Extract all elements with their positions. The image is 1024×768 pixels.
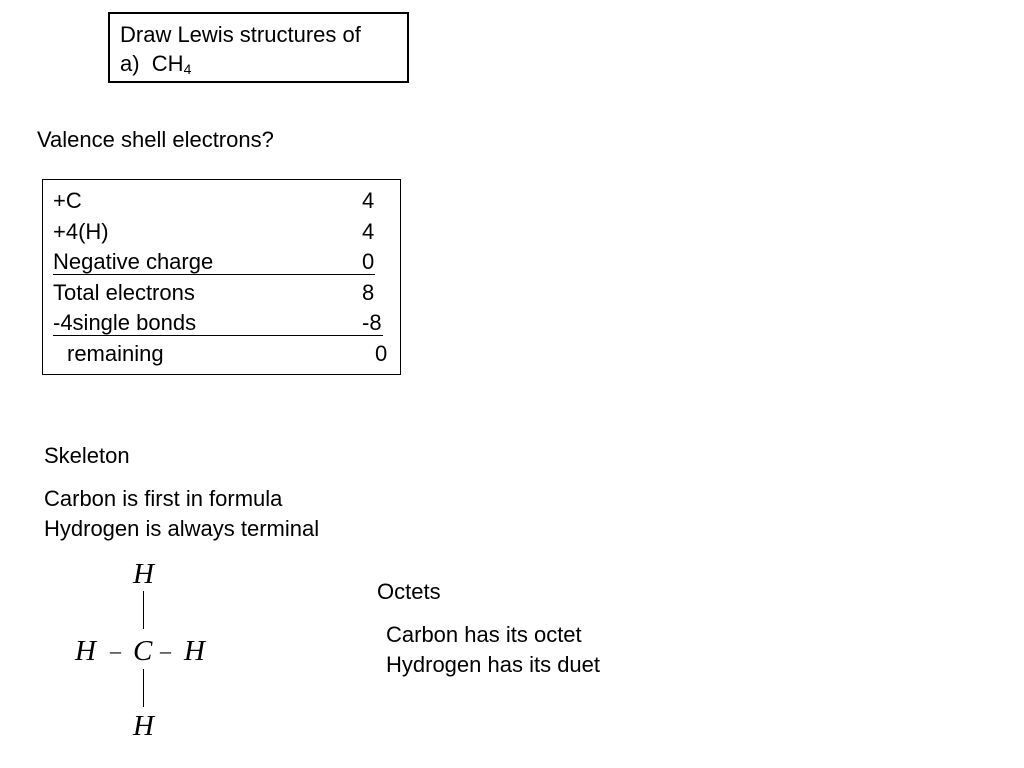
row-value: 0: [375, 341, 388, 366]
sum-underline: [53, 274, 375, 275]
row-value: 4: [362, 188, 375, 213]
atom-h-top: H: [133, 558, 154, 590]
lewis-structure: [60, 555, 260, 755]
row-label: Negative charge: [53, 249, 214, 274]
bond-bottom: [143, 669, 144, 707]
sum-underline: [53, 335, 383, 336]
formula-main: CH: [151, 51, 184, 76]
formula: [152, 51, 192, 76]
octets-note: Hydrogen has its duet: [386, 652, 601, 677]
row-label: Total electrons: [53, 280, 195, 305]
row-value: 8: [362, 280, 375, 305]
row-label: +C: [53, 188, 82, 213]
formula-subscript: 4: [183, 61, 192, 77]
atom-h-left: H: [75, 635, 96, 667]
bond-top: [143, 591, 144, 629]
bond-left: –: [110, 638, 121, 663]
title-item: [120, 49, 407, 78]
row-label: remaining: [67, 341, 164, 366]
bond-right: –: [160, 638, 171, 663]
atom-h-right: H: [184, 635, 205, 667]
row-value: 0: [362, 249, 375, 274]
valence-table: [42, 179, 401, 375]
skeleton-note: Carbon is first in formula: [44, 486, 283, 511]
title-box: [108, 12, 409, 83]
title-line: Draw Lewis structures of: [120, 22, 361, 47]
octets-note: Carbon has its octet: [386, 622, 582, 647]
item-prefix: a): [120, 51, 140, 76]
valence-heading: Valence shell electrons?: [37, 127, 274, 152]
row-value: 4: [362, 219, 375, 244]
row-label: -4single bonds: [53, 310, 197, 335]
atom-h-bottom: H: [133, 710, 154, 742]
skeleton-heading: Skeleton: [44, 443, 130, 468]
skeleton-note: Hydrogen is always terminal: [44, 516, 320, 541]
row-label: +4(H): [53, 219, 109, 244]
atom-c-center: C: [133, 635, 153, 667]
row-value: -8: [362, 310, 382, 335]
octets-heading: Octets: [377, 579, 441, 604]
